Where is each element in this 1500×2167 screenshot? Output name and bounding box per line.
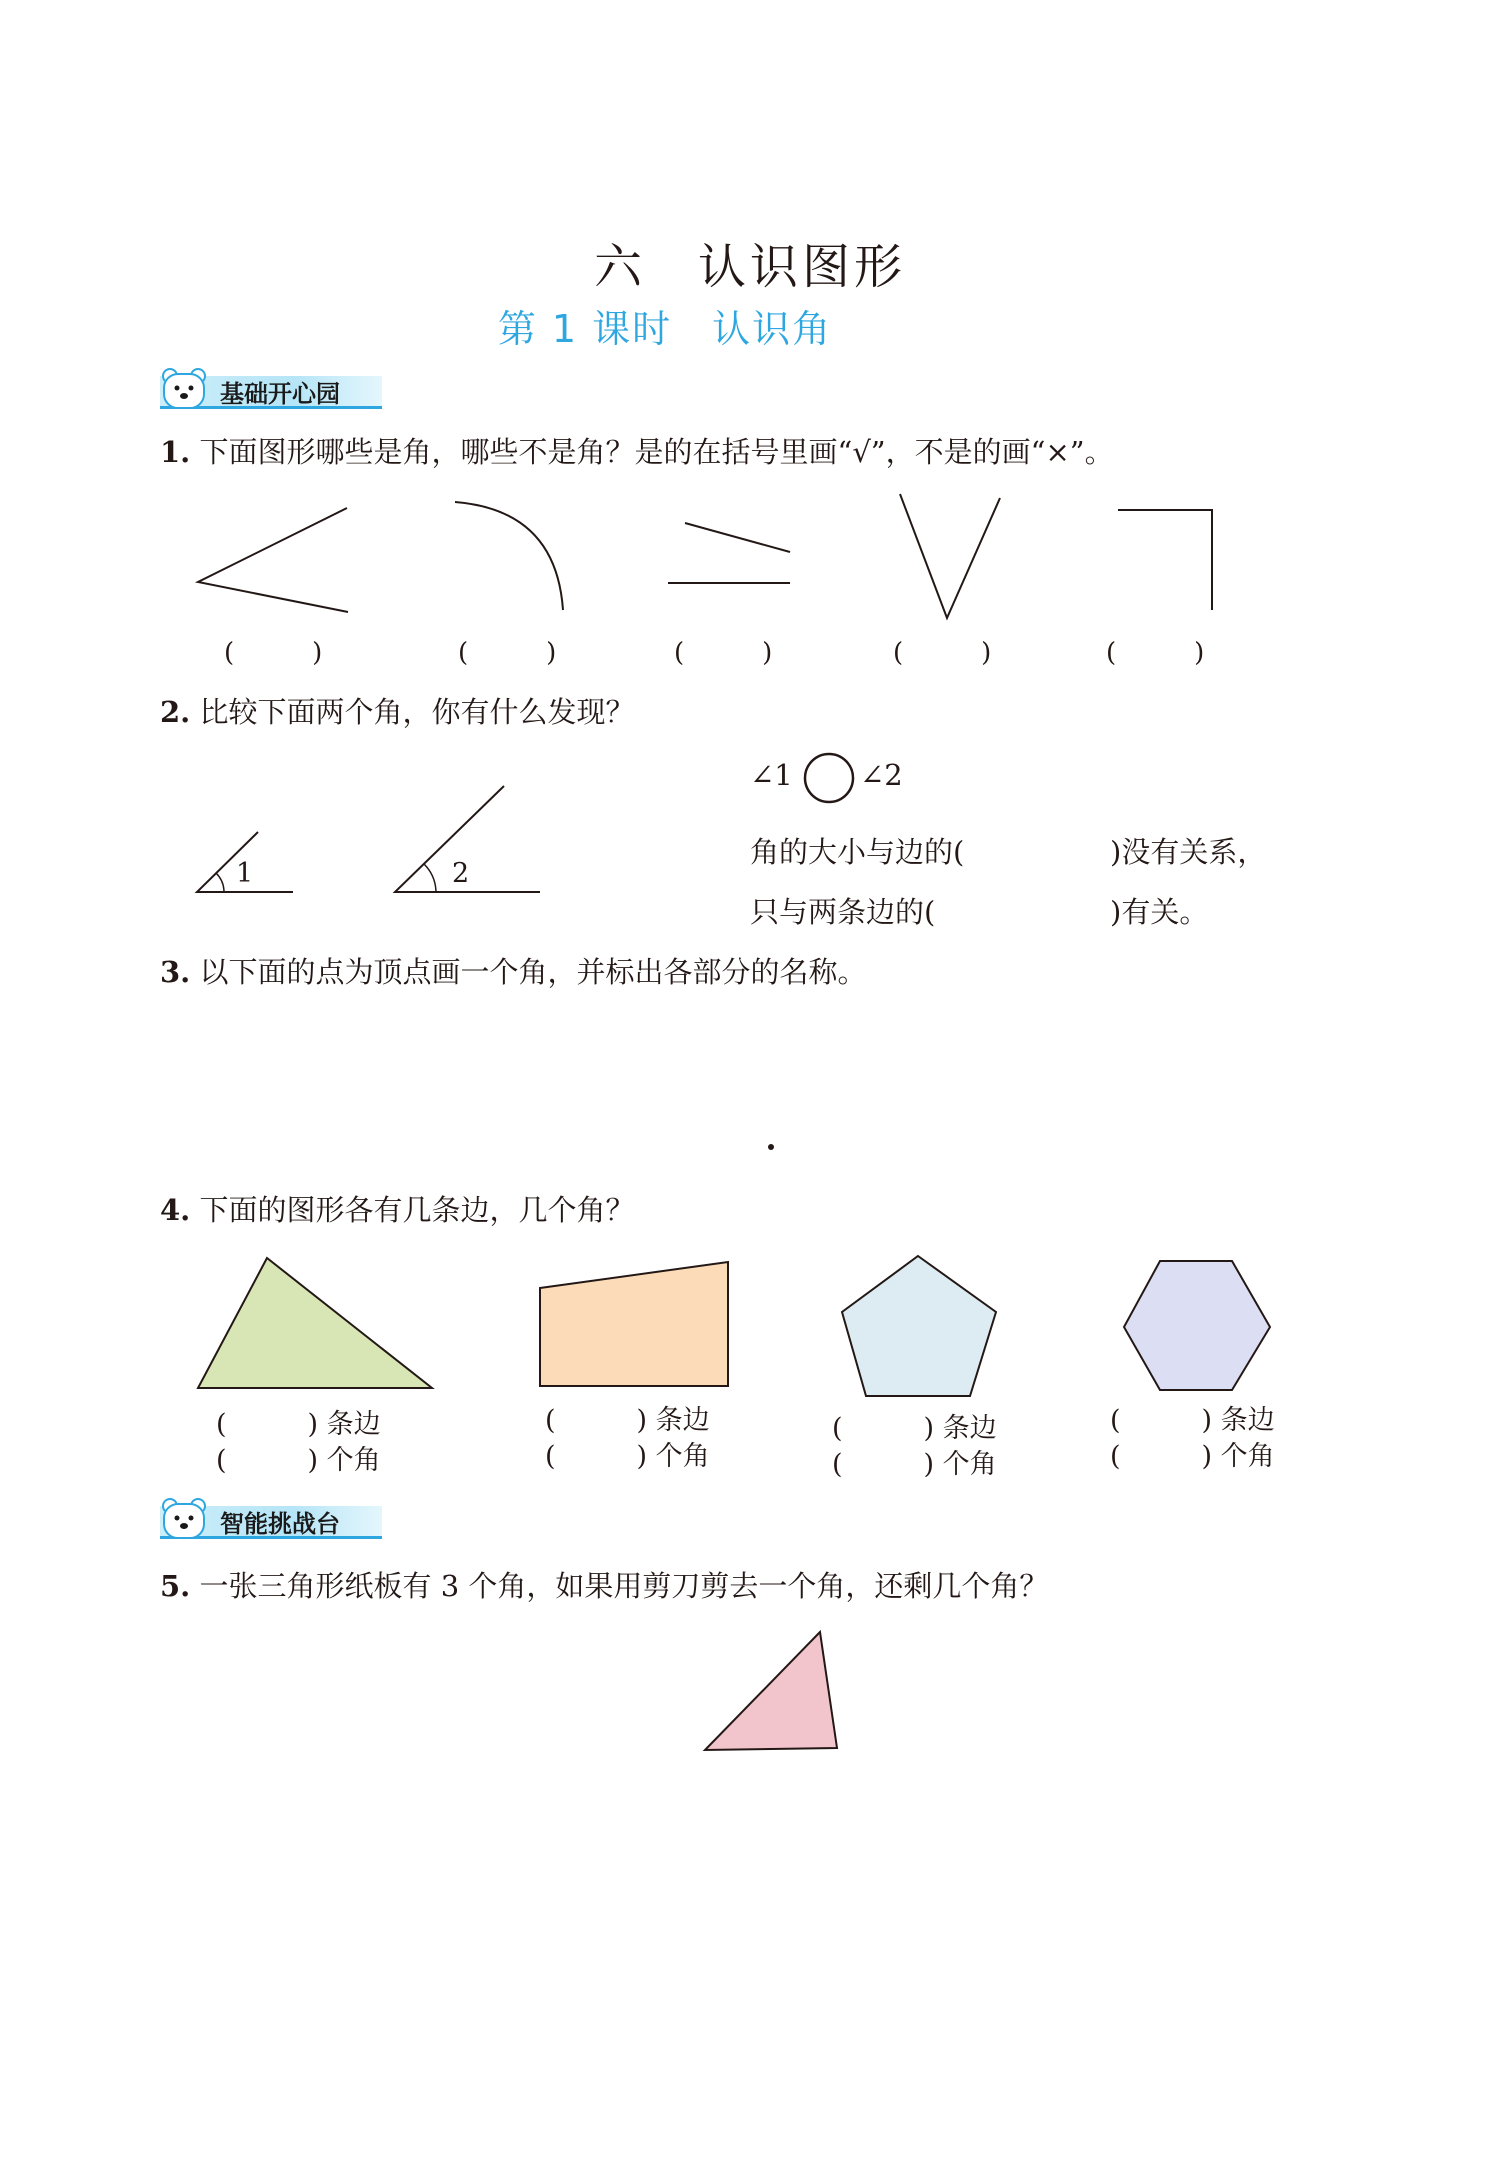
q2-angle-2-arc xyxy=(424,864,436,892)
q1-figure-corner xyxy=(1118,510,1212,610)
banner-label: 智能挑战台 xyxy=(220,1510,340,1538)
q1-figure-line-top xyxy=(685,523,790,552)
q4-shape-2-angles[interactable]: ( ) 个角 xyxy=(545,1441,710,1472)
question-4 xyxy=(160,1188,635,1229)
question-5 xyxy=(160,1564,1048,1605)
q2-compare-right: ∠2 xyxy=(860,758,903,792)
q4-pentagon xyxy=(842,1256,996,1396)
q4-shape-1-sides[interactable]: ( ) 条边 xyxy=(216,1409,381,1440)
q1-answer-blank-3[interactable]: ( ) xyxy=(674,638,773,668)
question-text: 一张三角形纸板有 3 个角，如果用剪刀剪去一个角，还剩几个角？ xyxy=(199,1569,1049,1603)
q1-answer-blank-2[interactable]: ( ) xyxy=(458,638,557,668)
question-number: 3. xyxy=(160,955,191,989)
bear-icon xyxy=(160,1496,210,1542)
q4-shape-3-sides[interactable]: ( ) 条边 xyxy=(832,1413,997,1444)
q2-line-1-end: )没有关系， xyxy=(1110,835,1267,869)
lesson-subtitle: 第 1 课时 认识角 xyxy=(497,307,833,351)
q4-shape-2-sides[interactable]: ( ) 条边 xyxy=(545,1405,710,1436)
q2-line-1-start: 角的大小与边的( xyxy=(750,835,965,869)
q4-shape-3-angles[interactable]: ( ) 个角 xyxy=(832,1449,997,1480)
question-number: 5. xyxy=(160,1569,191,1603)
question-text: 比较下面两个角，你有什么发现？ xyxy=(199,695,635,729)
q4-quadrilateral xyxy=(540,1262,728,1386)
q4-shape-1-angles[interactable]: ( ) 个角 xyxy=(216,1445,381,1476)
q2-angle-2-label: 2 xyxy=(452,858,470,889)
q2-compare-left: ∠1 xyxy=(750,758,793,792)
q5-triangle xyxy=(705,1632,837,1750)
q2-angle-1-label: 1 xyxy=(236,858,254,889)
question-text: 下面图形哪些是角，哪些不是角？是的在括号里画“√”，不是的画“×”。 xyxy=(199,435,1114,469)
q1-figure-arc xyxy=(455,502,563,610)
q1-answer-blank-1[interactable]: ( ) xyxy=(224,638,323,668)
q1-answer-blank-5[interactable]: ( ) xyxy=(1106,638,1205,668)
banner-label: 基础开心园 xyxy=(220,380,340,408)
q4-shape-4-angles[interactable]: ( ) 个角 xyxy=(1110,1441,1275,1472)
q1-figure-angle xyxy=(198,508,348,612)
q2-compare-circle xyxy=(805,754,853,802)
q2-line-2-end: )有关。 xyxy=(1110,895,1209,929)
q4-triangle xyxy=(198,1258,432,1388)
q4-shape-4-sides[interactable]: ( ) 条边 xyxy=(1110,1405,1275,1436)
q1-figure-v-angle xyxy=(900,494,1000,618)
question-number: 1. xyxy=(160,435,191,469)
q3-vertex-point xyxy=(768,1144,774,1150)
q4-hexagon xyxy=(1124,1261,1270,1390)
question-text: 以下面的点为顶点画一个角，并标出各部分的名称。 xyxy=(199,955,867,989)
section-banner-challenge xyxy=(160,1496,382,1546)
q1-answer-blank-4[interactable]: ( ) xyxy=(893,638,992,668)
q2-angle-1-arc xyxy=(216,873,224,892)
q2-line-2-start: 只与两条边的( xyxy=(750,895,936,929)
question-number: 2. xyxy=(160,695,191,729)
question-text: 下面的图形各有几条边，几个角？ xyxy=(199,1193,635,1227)
page-title: 六 认识图形 xyxy=(593,239,906,295)
question-3 xyxy=(160,950,867,991)
question-2 xyxy=(160,690,635,731)
question-number: 4. xyxy=(160,1193,191,1227)
